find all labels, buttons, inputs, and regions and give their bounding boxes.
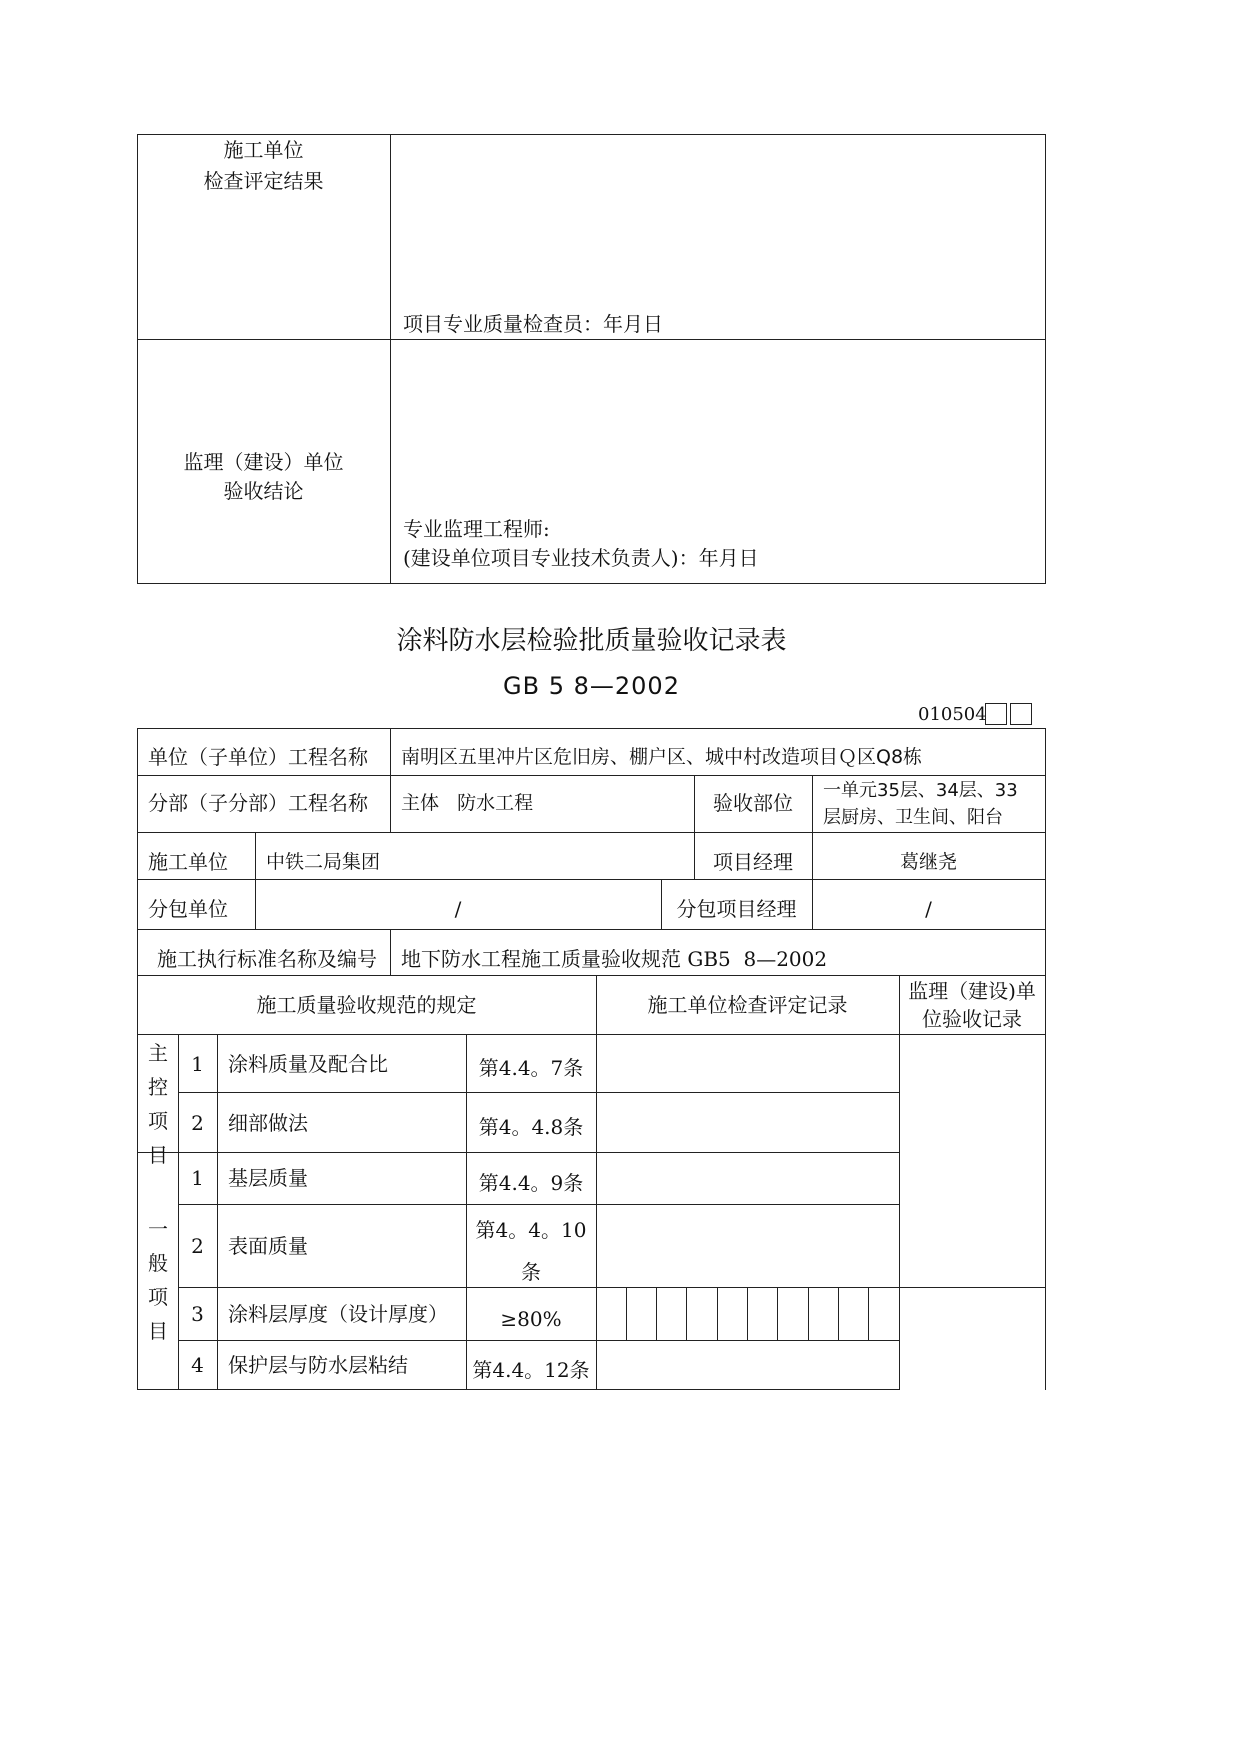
supervision-header-line2: 位验收记录 bbox=[922, 1007, 1022, 1031]
measure-cell-line bbox=[686, 1287, 687, 1340]
standard-value: 地下防水工程施工质量验收规范 GB5 8—2002 bbox=[401, 947, 828, 971]
contractor-label: 施工单位 bbox=[148, 850, 228, 874]
col-line bbox=[899, 975, 900, 1390]
project-name-value: 南明区五里冲片区危旧房、棚户区、城中村改造项目Ｑ区Q8栋 bbox=[401, 746, 923, 768]
item-clause: 第4.4。9条 bbox=[478, 1171, 584, 1195]
owner-tech-lead-signature: (建设单位项目专业技术负责人)：年月日 bbox=[403, 546, 759, 570]
item-number: 2 bbox=[191, 1111, 204, 1135]
subcontractor-label: 分包单位 bbox=[148, 897, 228, 921]
item-clause: 第4。4.8条 bbox=[478, 1115, 584, 1139]
project-name-label: 单位（子单位）工程名称 bbox=[148, 745, 368, 769]
supervision-header-line1: 监理（建设)单 bbox=[908, 979, 1036, 1003]
measure-cell-line bbox=[808, 1287, 809, 1340]
item-number: 3 bbox=[191, 1302, 204, 1326]
row-line bbox=[178, 1340, 899, 1341]
standard-code: GB 5 8—2002 bbox=[503, 672, 680, 700]
item-clause: 条 bbox=[521, 1260, 541, 1284]
supervision-unit-label: 监理（建设）单位 bbox=[183, 450, 344, 474]
row-line bbox=[137, 929, 1046, 930]
row-line bbox=[137, 1152, 899, 1153]
item-number: 1 bbox=[191, 1166, 204, 1190]
row-line bbox=[178, 1287, 1045, 1288]
col-line bbox=[466, 1034, 467, 1390]
item-number: 1 bbox=[191, 1052, 204, 1076]
item-clause: ≥80% bbox=[500, 1307, 562, 1331]
main-control-group-label: 主控项目 bbox=[148, 1041, 168, 1167]
standard-label: 施工执行标准名称及编号 bbox=[157, 947, 377, 971]
supervision-engineer-signature: 专业监理工程师: bbox=[403, 517, 550, 541]
measure-cell-line bbox=[626, 1287, 627, 1340]
item-clause: 第4。4。10 bbox=[475, 1218, 587, 1242]
general-group-label: 一般项目 bbox=[148, 1217, 168, 1343]
item-name: 表面质量 bbox=[228, 1234, 308, 1258]
project-manager-label: 项目经理 bbox=[713, 850, 793, 874]
item-number: 4 bbox=[191, 1353, 204, 1377]
acceptance-part-value-line1: 一单元35层、34层、33 bbox=[823, 780, 1018, 801]
upper-table-row-line bbox=[137, 339, 1046, 340]
subcontractor-value: / bbox=[454, 897, 462, 921]
row-line bbox=[137, 775, 1046, 776]
lower-table-right bbox=[1045, 728, 1046, 1390]
row-line bbox=[137, 832, 1046, 833]
upper-table bbox=[137, 134, 1046, 584]
upper-table-divider bbox=[390, 134, 391, 584]
measure-cell-line bbox=[717, 1287, 718, 1340]
measure-cell-line bbox=[868, 1287, 869, 1340]
construction-unit-label: 施工单位 bbox=[223, 138, 304, 162]
quality-inspector-signature: 项目专业质量检查员：年月日 bbox=[403, 312, 663, 336]
lower-table-top bbox=[137, 728, 1046, 729]
item-name: 基层质量 bbox=[228, 1166, 308, 1190]
col-line bbox=[596, 975, 597, 1390]
row-line bbox=[178, 1092, 899, 1093]
measure-cell-line bbox=[777, 1287, 778, 1340]
item-number: 2 bbox=[191, 1234, 204, 1258]
project-manager-value: 葛继尧 bbox=[899, 851, 957, 873]
lower-table-left bbox=[137, 728, 138, 1390]
col-line bbox=[217, 1034, 218, 1390]
subdivision-label: 分部（子分部）工程名称 bbox=[148, 791, 368, 815]
sub-manager-value: / bbox=[925, 897, 932, 921]
acceptance-part-label: 验收部位 bbox=[713, 791, 793, 815]
check-record-header: 施工单位检查评定记录 bbox=[647, 993, 848, 1017]
item-name: 涂料层厚度（设计厚度） bbox=[228, 1302, 448, 1326]
row-line bbox=[137, 1389, 899, 1390]
subdivision-value: 主体 防水工程 bbox=[401, 792, 534, 814]
item-clause: 第4.4。7条 bbox=[478, 1056, 584, 1080]
row-line bbox=[137, 1034, 1046, 1035]
acceptance-conclusion-label: 验收结论 bbox=[223, 479, 304, 503]
form-number-box-1[interactable] bbox=[985, 703, 1007, 725]
measure-cell-line bbox=[747, 1287, 748, 1340]
item-clause: 第4.4。12条 bbox=[472, 1358, 590, 1382]
form-number-box-2[interactable] bbox=[1010, 703, 1032, 725]
measure-cell-line bbox=[838, 1287, 839, 1340]
col-line bbox=[390, 728, 391, 832]
row-line bbox=[137, 975, 1046, 976]
row-line bbox=[178, 1204, 899, 1205]
col-line bbox=[178, 1034, 179, 1390]
sub-manager-label: 分包项目经理 bbox=[676, 897, 797, 921]
construction-result-label: 检查评定结果 bbox=[203, 169, 324, 193]
form-number: 010504 bbox=[918, 704, 987, 725]
page-title: 涂料防水层检验批质量验收记录表 bbox=[396, 626, 787, 656]
contractor-value: 中铁二局集团 bbox=[266, 851, 381, 873]
item-name: 保护层与防水层粘结 bbox=[228, 1353, 408, 1377]
spec-header: 施工质量验收规范的规定 bbox=[256, 993, 477, 1017]
acceptance-part-value-line2: 层厨房、卫生间、阳台 bbox=[823, 807, 1003, 828]
col-line bbox=[390, 929, 391, 975]
item-name: 细部做法 bbox=[228, 1111, 308, 1135]
measure-cell-line bbox=[656, 1287, 657, 1340]
item-name: 涂料质量及配合比 bbox=[228, 1052, 388, 1076]
row-line bbox=[137, 879, 1046, 880]
